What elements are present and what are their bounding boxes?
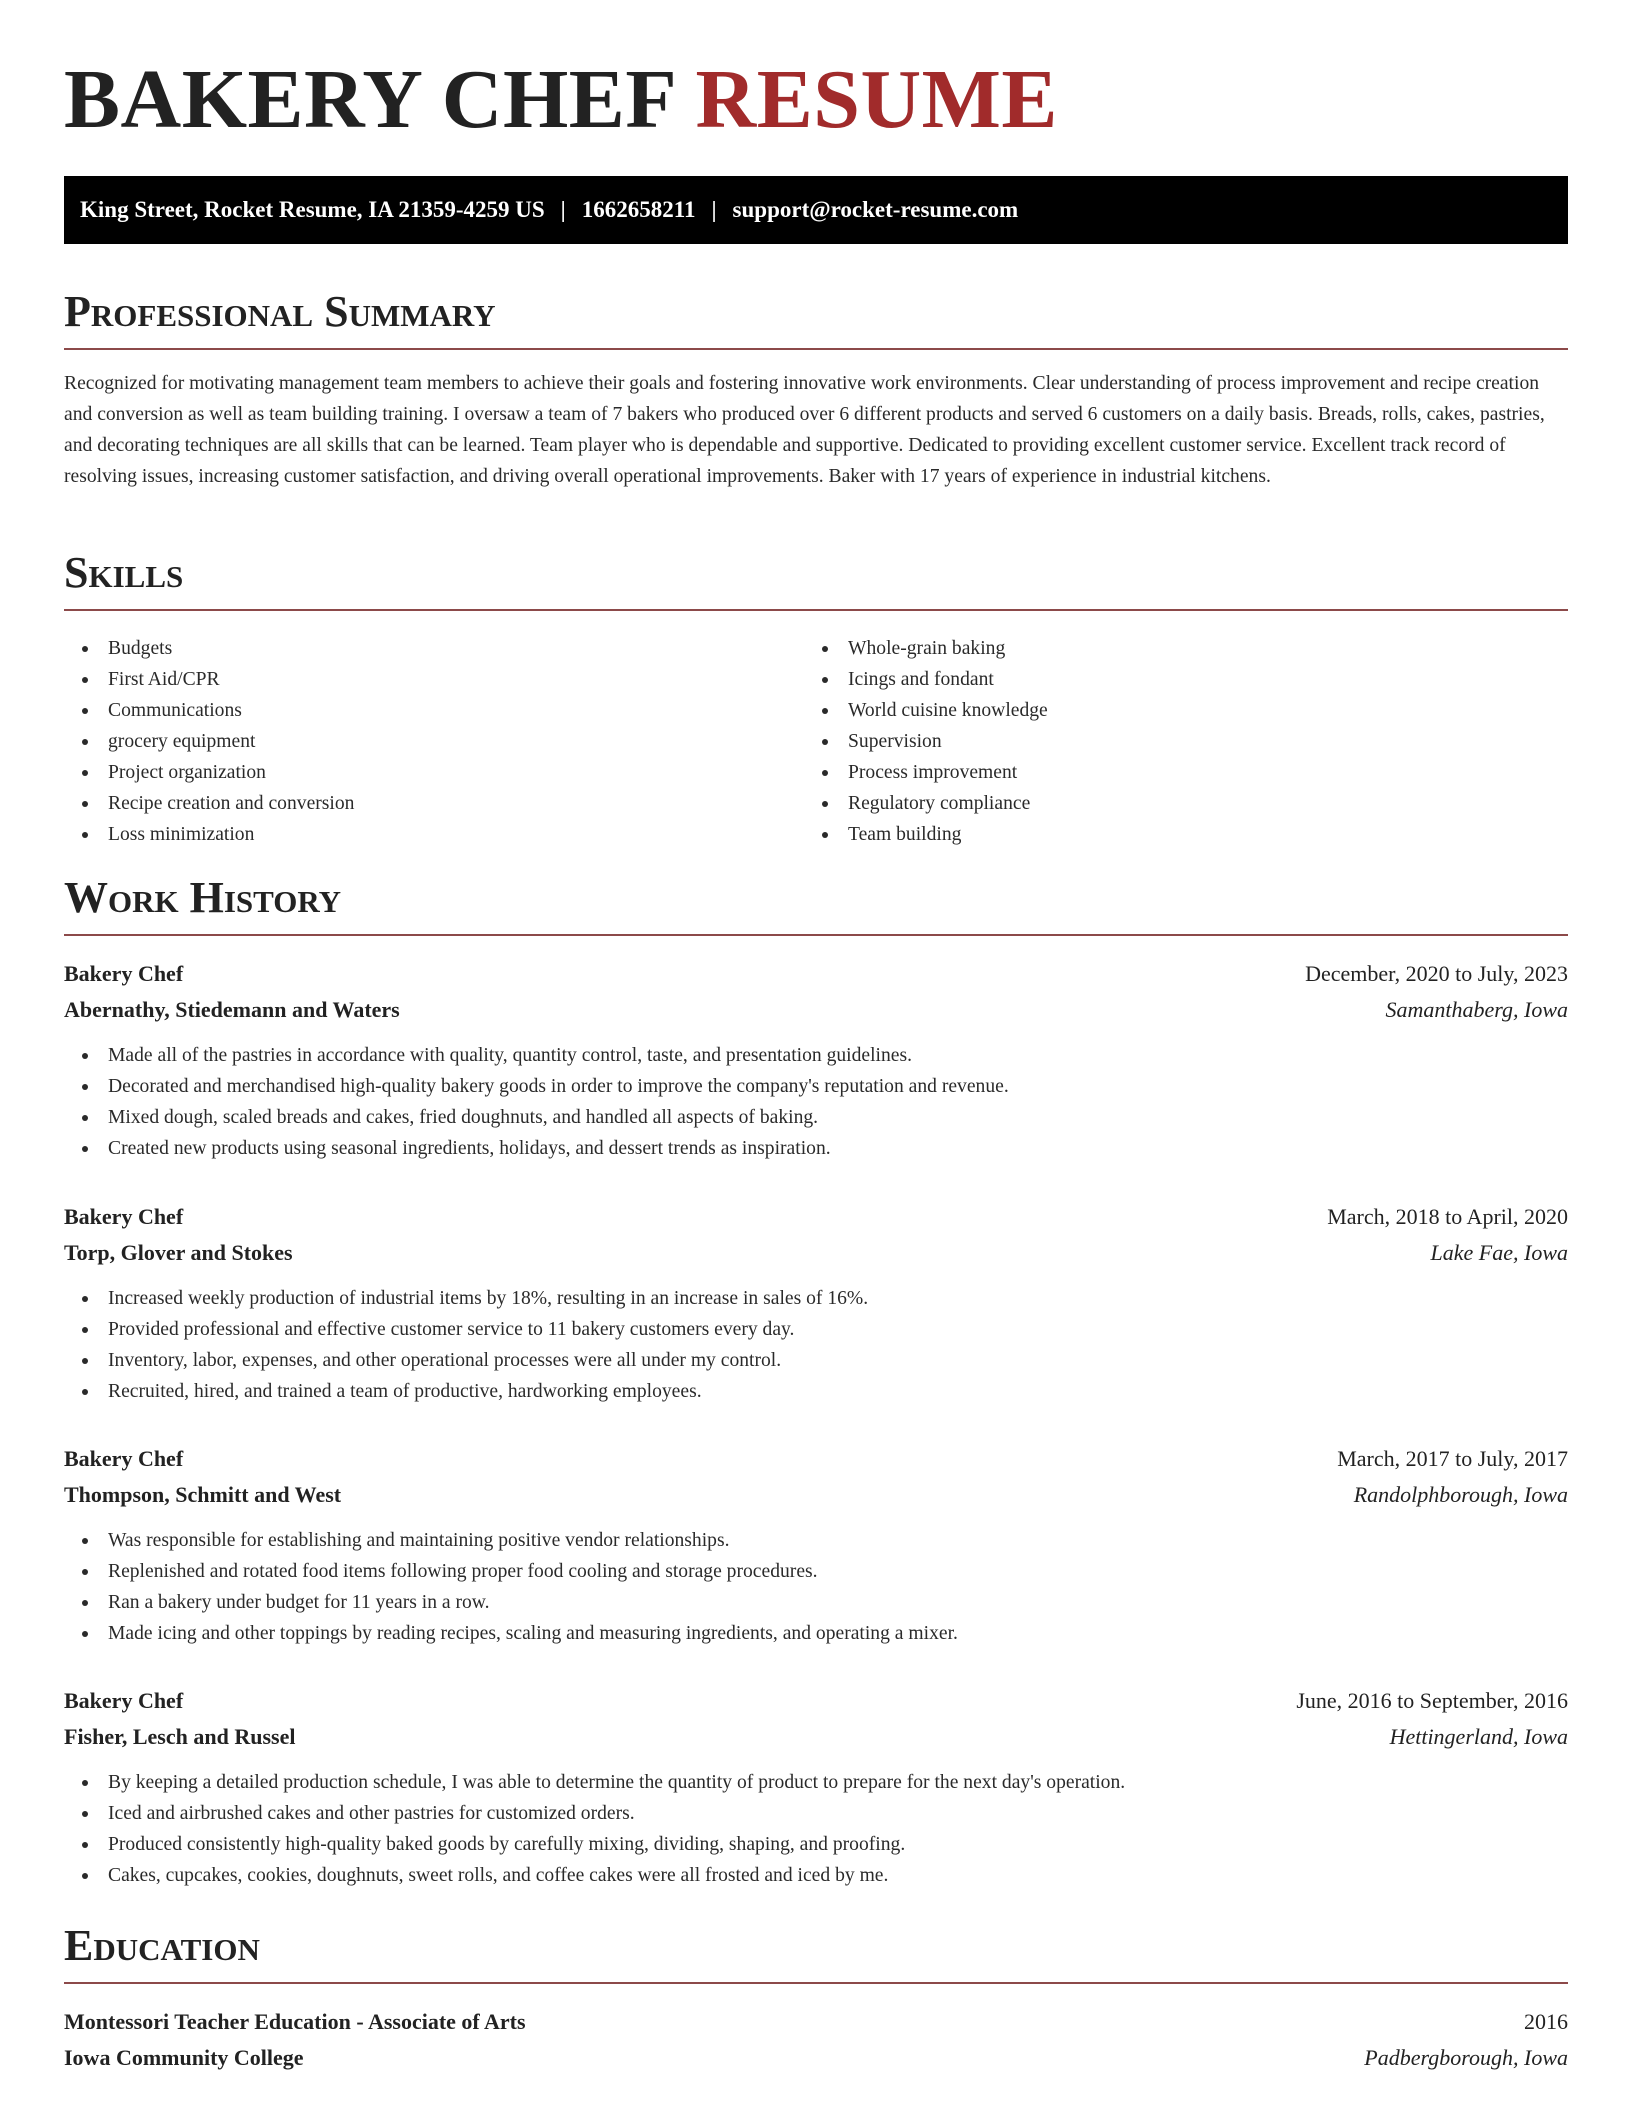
job-dates: December, 2020 to July, 2023 [1305,961,1568,986]
job-bullet: Replenished and rotated food items following proper food cooling and storage procedures. [64,1556,1568,1587]
contact-address: King Street, Rocket Resume, IA 21359-4259 US [80,197,545,222]
education-school: Iowa Community College [64,2045,304,2070]
job-dates: June, 2016 to September, 2016 [1296,1688,1568,1713]
job-bullet: Created new products using seasonal ingredients, holidays, and dessert trends as inspiration. [64,1133,1568,1164]
education-degree: Montessori Teacher Education - Associate of Arts [64,2009,526,2034]
job-entry [64,1683,1568,1891]
skill-item: Budgets [64,633,804,664]
education-location: Padbergborough, Iowa [1364,2045,1568,2070]
job-bullets [64,1040,1568,1164]
contact-separator: | [711,197,717,222]
job-company: Torp, Glover and Stokes [64,1240,293,1265]
job-location: Hettingerland, Iowa [1389,1724,1568,1749]
skill-item: Loss minimization [64,819,804,850]
work-history-heading: Work History [64,876,1568,936]
skill-item: Supervision [804,726,1544,757]
summary-text: Recognized for motivating management team members to achieve their goals and fostering innovative work environments. Clear understanding of process improvement and recipe creation and conversion as well as team building training. I oversaw a team of 7 bakers who produced over 6 different products and served 6 customers on a daily basis. Breads, rolls, cakes, pastries, and decorating techniques are all skills that can be learned. Team player who is dependable and supportive. Dedicated to providing excellent customer service. Excellent track record of resolving issues, increasing customer satisfaction, and driving overall operational improvements. Baker with 17 years of experience in industrial kitchens. [64,373,1545,487]
job-title: Bakery Chef [64,1446,184,1471]
job-location: Samanthaberg, Iowa [1385,997,1568,1022]
skill-item: Regulatory compliance [804,788,1544,819]
job-title: Bakery Chef [64,961,184,986]
job-company: Thompson, Schmitt and West [64,1482,342,1507]
job-bullet: Made all of the pastries in accordance with quality, quantity control, taste, and presentation guidelines. [64,1040,1568,1071]
skill-item: Recipe creation and conversion [64,788,804,819]
job-bullet: By keeping a detailed production schedule, I was able to determine the quantity of product to prepare for the next day's operation. [64,1767,1568,1798]
skills-column-left [64,633,804,850]
job-bullets [64,1283,1568,1407]
job-entry [64,1199,1568,1407]
job-bullet: Made icing and other toppings by reading recipes, scaling and measuring ingredients, and operating a mixer. [64,1618,1568,1649]
resume-title-accent: RESUME [695,53,1058,146]
job-bullet: Iced and airbrushed cakes and other pastries for customized orders. [64,1798,1568,1829]
job-title: Bakery Chef [64,1204,184,1229]
education-entry [64,2004,1568,2076]
skill-item: Project organization [64,757,804,788]
skill-item: Process improvement [804,757,1544,788]
skill-item: Whole-grain baking [804,633,1544,664]
job-company: Abernathy, Stiedemann and Waters [64,997,400,1022]
skills-column-right [804,633,1544,850]
contact-bar [64,176,1568,244]
skills-list [64,633,1568,850]
job-title: Bakery Chef [64,1688,184,1713]
skills-heading: Skills [64,551,1568,611]
job-bullet: Increased weekly production of industrial items by 18%, resulting in an increase in sales of 16%. [64,1283,1568,1314]
job-bullet: Mixed dough, scaled breads and cakes, fried doughnuts, and handled all aspects of baking. [64,1102,1568,1133]
job-bullet: Cakes, cupcakes, cookies, doughnuts, sweet rolls, and coffee cakes were all frosted and iced by me. [64,1860,1568,1891]
job-bullets [64,1767,1568,1891]
job-location: Randolphborough, Iowa [1353,1482,1568,1507]
job-bullets [64,1525,1568,1649]
job-bullet: Ran a bakery under budget for 11 years in a row. [64,1587,1568,1618]
skill-item: First Aid/CPR [64,664,804,695]
job-bullet: Was responsible for establishing and maintaining positive vendor relationships. [64,1525,1568,1556]
skill-item: Communications [64,695,804,726]
job-company: Fisher, Lesch and Russel [64,1724,296,1749]
skill-item: World cuisine knowledge [804,695,1544,726]
education-year: 2016 [1524,2009,1568,2034]
job-bullet: Inventory, labor, expenses, and other operational processes were all under my control. [64,1345,1568,1376]
contact-email: support@rocket-resume.com [732,197,1019,222]
contact-separator: | [560,197,566,222]
job-bullet: Decorated and merchandised high-quality bakery goods in order to improve the company's reputation and revenue. [64,1071,1568,1102]
job-bullet: Recruited, hired, and trained a team of productive, hardworking employees. [64,1376,1568,1407]
resume-title [64,52,1058,149]
summary-heading: Professional Summary [64,290,1568,350]
job-bullet: Produced consistently high-quality baked goods by carefully mixing, dividing, shaping, and proofing. [64,1829,1568,1860]
job-entry [64,956,1568,1164]
job-dates: March, 2018 to April, 2020 [1327,1204,1568,1229]
skill-item: Icings and fondant [804,664,1544,695]
job-location: Lake Fae, Iowa [1430,1240,1568,1265]
job-dates: March, 2017 to July, 2017 [1337,1446,1568,1471]
skill-item: grocery equipment [64,726,804,757]
contact-phone: 1662658211 [581,197,696,222]
resume-title-main: BAKERY CHEF [64,53,675,146]
education-heading: Education [64,1924,1568,1984]
skill-item: Team building [804,819,1544,850]
job-bullet: Provided professional and effective customer service to 11 bakery customers every day. [64,1314,1568,1345]
job-entry [64,1441,1568,1649]
